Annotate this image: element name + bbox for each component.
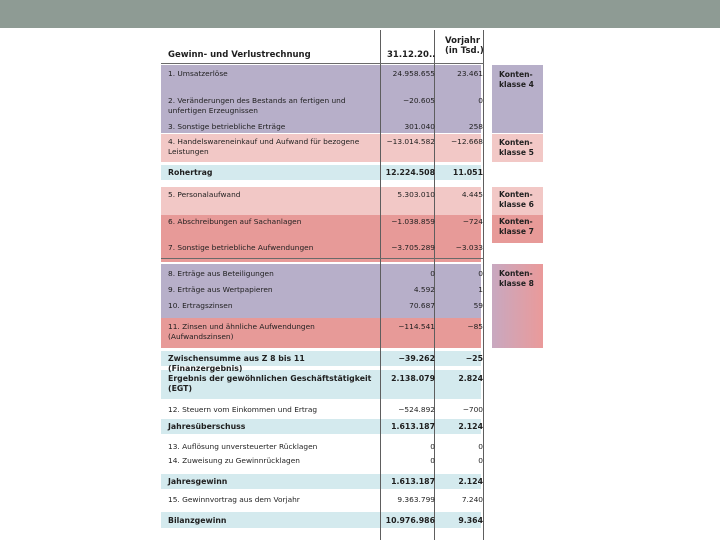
- klasse-8-label: Konten-klasse 8: [499, 269, 534, 288]
- row-value-current: 2.138.079: [391, 374, 435, 383]
- row-value-current: 9.363.799: [397, 495, 435, 504]
- row-value-current: 0: [430, 442, 435, 451]
- row-label-jahresueberschuss: Jahresüberschuss: [168, 422, 246, 431]
- row-value-current: −13.014.582: [386, 137, 435, 146]
- row-label-egt: Ergebnis der gewöhnlichen Geschäftstätigkeit (EGT): [168, 374, 372, 393]
- klasse-4-label: Konten-klasse 4: [499, 70, 534, 89]
- row-value-current: 0: [430, 456, 435, 465]
- row-label-zuweisung-ruecklagen: 14. Zuweisung zu Gewinnrücklagen: [168, 456, 300, 465]
- row-value-prior: 0: [478, 456, 483, 465]
- row-value-prior: 2.124: [458, 422, 483, 431]
- row-value-prior: 0: [478, 442, 483, 451]
- row-label-ertraege-wertpapiere: 9. Erträge aus Wertpapieren: [168, 285, 273, 294]
- row-value-prior: 11.051: [452, 168, 483, 177]
- row-value-prior: 0: [478, 96, 483, 105]
- row-value-current: 0: [430, 269, 435, 278]
- klasse-5-label: Konten-klasse 5: [499, 138, 534, 157]
- statement-title: Gewinn- und Verlustrechnung: [168, 50, 311, 60]
- row-label-zwischensumme: Zwischensumme aus Z 8 bis 11 (Finanzergebnis): [168, 354, 305, 373]
- row-value-current: 5.303.010: [397, 190, 435, 199]
- header-rule: [161, 63, 484, 64]
- column-header-current: 31.12.20..: [387, 50, 436, 60]
- row-label-aufloesung-ruecklagen: 13. Auflösung unversteuerter Rücklagen: [168, 442, 318, 451]
- row-value-current: 4.592: [413, 285, 435, 294]
- row-value-current: −1.038.859: [391, 217, 435, 226]
- row-value-prior: −724: [462, 217, 483, 226]
- row-value-prior: −700: [462, 405, 483, 414]
- row-label-gewinnvortrag: 15. Gewinnvortrag aus dem Vorjahr: [168, 495, 300, 504]
- top-banner: [0, 0, 720, 28]
- row-label-steuern: 12. Steuern vom Einkommen und Ertrag: [168, 405, 318, 414]
- row-value-prior: 258: [468, 122, 483, 131]
- row-value-prior: 1: [478, 285, 483, 294]
- row-value-current: 10.976.986: [385, 516, 435, 525]
- row-label-abschreibungen: 6. Abschreibungen auf Sachanlagen: [168, 217, 302, 226]
- row-label-ertraege-beteiligungen: 8. Erträge aus Beteiligungen: [168, 269, 274, 278]
- row-value-prior: −85: [467, 322, 483, 331]
- row-label-handelswareneinkauf: 4. Handelswareneinkauf und Aufwand für bezogene Leistungen: [168, 137, 360, 156]
- row-value-prior: 7.240: [461, 495, 483, 504]
- row-value-prior: −3.033: [455, 243, 483, 252]
- row-value-current: −114.541: [398, 322, 435, 331]
- row-value-current: 301.040: [404, 122, 435, 131]
- row-value-prior: −25: [465, 354, 483, 363]
- row-value-prior: 2.824: [458, 374, 483, 383]
- row-value-prior: 59: [473, 301, 483, 310]
- row-label-bilanzgewinn: Bilanzgewinn: [168, 516, 227, 525]
- row-value-current: 12.224.508: [385, 168, 435, 177]
- column-header-prior-line1: Vorjahr: [445, 36, 481, 46]
- row-label-jahresgewinn: Jahresgewinn: [168, 477, 228, 486]
- column-divider: [483, 30, 484, 540]
- row-label-rohertrag: Rohertrag: [168, 168, 213, 177]
- section-rule: [161, 258, 484, 259]
- row-value-current: −39.262: [398, 354, 435, 363]
- row-label-aufwandszinsen: 11. Zinsen und ähnliche Aufwendungen (Aufwandszinsen): [168, 322, 315, 341]
- row-value-prior: −12.668: [450, 137, 483, 146]
- row-value-prior: 2.124: [458, 477, 483, 486]
- row-label-sonstige-ertraege: 3. Sonstige betriebliche Erträge: [168, 122, 286, 131]
- row-value-current: 24.958.655: [392, 69, 435, 78]
- row-label-sonstige-aufwendungen: 7. Sonstige betriebliche Aufwendungen: [168, 243, 314, 252]
- column-header-prior-line2: (in Tsd.): [445, 46, 484, 56]
- row-label-umsatzerloese: 1. Umsatzerlöse: [168, 69, 228, 78]
- income-statement-sheet: [161, 28, 544, 540]
- row-value-current: −524.892: [398, 405, 435, 414]
- row-label-ertragszinsen: 10. Ertragszinsen: [168, 301, 233, 310]
- klasse-7-label: Konten-klasse 7: [499, 217, 534, 236]
- row-value-current: −20.605: [402, 96, 435, 105]
- row-value-current: −3.705.289: [391, 243, 435, 252]
- klasse-6-label: Konten-klasse 6: [499, 190, 534, 209]
- row-value-prior: 0: [478, 269, 483, 278]
- row-value-prior: 9.364: [458, 516, 483, 525]
- row-label-bestandsveraenderung: 2. Veränderungen des Bestands an fertigen und unfertigen Erzeugnissen: [168, 96, 346, 115]
- row-value-current: 70.687: [409, 301, 435, 310]
- row-value-current: 1.613.187: [391, 422, 435, 431]
- row-label-personalaufwand: 5. Personalaufwand: [168, 190, 241, 199]
- row-value-current: 1.613.187: [391, 477, 435, 486]
- row-value-prior: 23.461: [457, 69, 483, 78]
- row-value-prior: 4.445: [461, 190, 483, 199]
